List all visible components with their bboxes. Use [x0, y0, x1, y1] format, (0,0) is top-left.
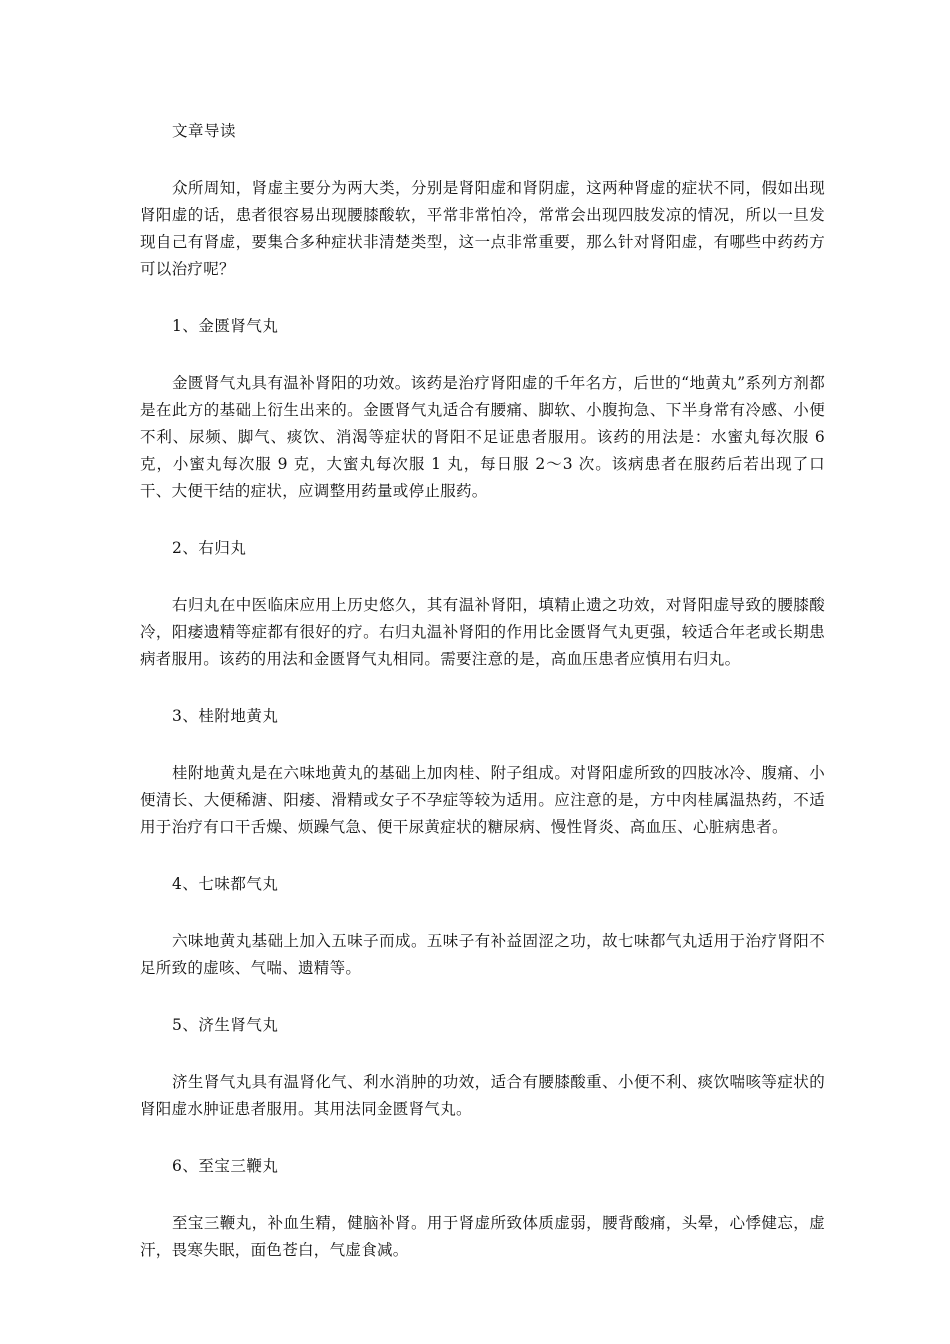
section-1-title: 1、金匮肾气丸 — [172, 317, 279, 335]
intro-paragraph: 众所周知，肾虚主要分为两大类，分别是肾阳虚和肾阴虚，这两种肾虚的症状不同，假如出现肾阳虚的话，患者很容易出现腰膝酸软，平常非常怕冷，常常会出现四肢发凉的情况，所以一旦发现自己有肾虚，要集合多种症状非清楚类型，这一点非常重要，那么针对肾阳虚，有哪些中药药方可以治疗呢？ — [140, 179, 825, 278]
article-body — [140, 118, 825, 1294]
section-4-title: 4、七味都气丸 — [172, 875, 279, 893]
section-1-text: 金匮肾气丸具有温补肾阳的功效。该药是治疗肾阳虚的千年名方，后世的“地黄丸”系列方剂都是在此方的基础上衍生出来的。金匮肾气丸适合有腰痛、脚软、小腹拘急、下半身常有冷感、小便不利、尿频、脚气、痰饮、消渴等症状的肾阳不足证患者服用。该药的用法是：水蜜丸每次服 6 克，小蜜丸每次服 9 克，大蜜丸每次服 1 丸，每日服 2～3 次。该病患者在服药后若出现了口干、大便干结的症状，应调整用药量或停止服药。 — [140, 374, 825, 500]
section-5-title: 5、济生肾气丸 — [172, 1016, 279, 1034]
intro-heading: 文章导读 — [172, 122, 237, 140]
section-6-text: 至宝三鞭丸，补血生精，健脑补肾。用于肾虚所致体质虚弱，腰背酸痛，头晕，心悸健忘，虚汗，畏寒失眠，面色苍白，气虚食减。 — [140, 1214, 825, 1259]
section-6-title: 6、至宝三鞭丸 — [172, 1157, 279, 1175]
section-3-text: 桂附地黄丸是在六味地黄丸的基础上加肉桂、附子组成。对肾阳虚所致的四肢冰冷、腹痛、小便清长、大便稀溏、阳痿、滑精或女子不孕症等较为适用。应注意的是，方中肉桂属温热药，不适用于治疗有口干舌燥、烦躁气急、便干尿黄症状的糖尿病、慢性肾炎、高血压、心脏病患者。 — [140, 764, 825, 836]
section-2-text: 右归丸在中医临床应用上历史悠久，其有温补肾阳，填精止遗之功效，对肾阳虚导致的腰膝酸冷，阳痿遗精等症都有很好的疗。右归丸温补肾阳的作用比金匮肾气丸更强，较适合年老或长期患病者服用。该药的用法和金匮肾气丸相同。需要注意的是，高血压患者应慎用右归丸。 — [140, 596, 825, 668]
section-4-text: 六味地黄丸基础上加入五味子而成。五味子有补益固涩之功，故七味都气丸适用于治疗肾阳不足所致的虚咳、气喘、遗精等。 — [140, 932, 825, 977]
section-5-text: 济生肾气丸具有温肾化气、利水消肿的功效，适合有腰膝酸重、小便不利、痰饮喘咳等症状的肾阳虚水肿证患者服用。其用法同金匮肾气丸。 — [140, 1073, 825, 1118]
section-2-title: 2、右归丸 — [172, 539, 247, 557]
section-3-title: 3、桂附地黄丸 — [172, 707, 279, 725]
